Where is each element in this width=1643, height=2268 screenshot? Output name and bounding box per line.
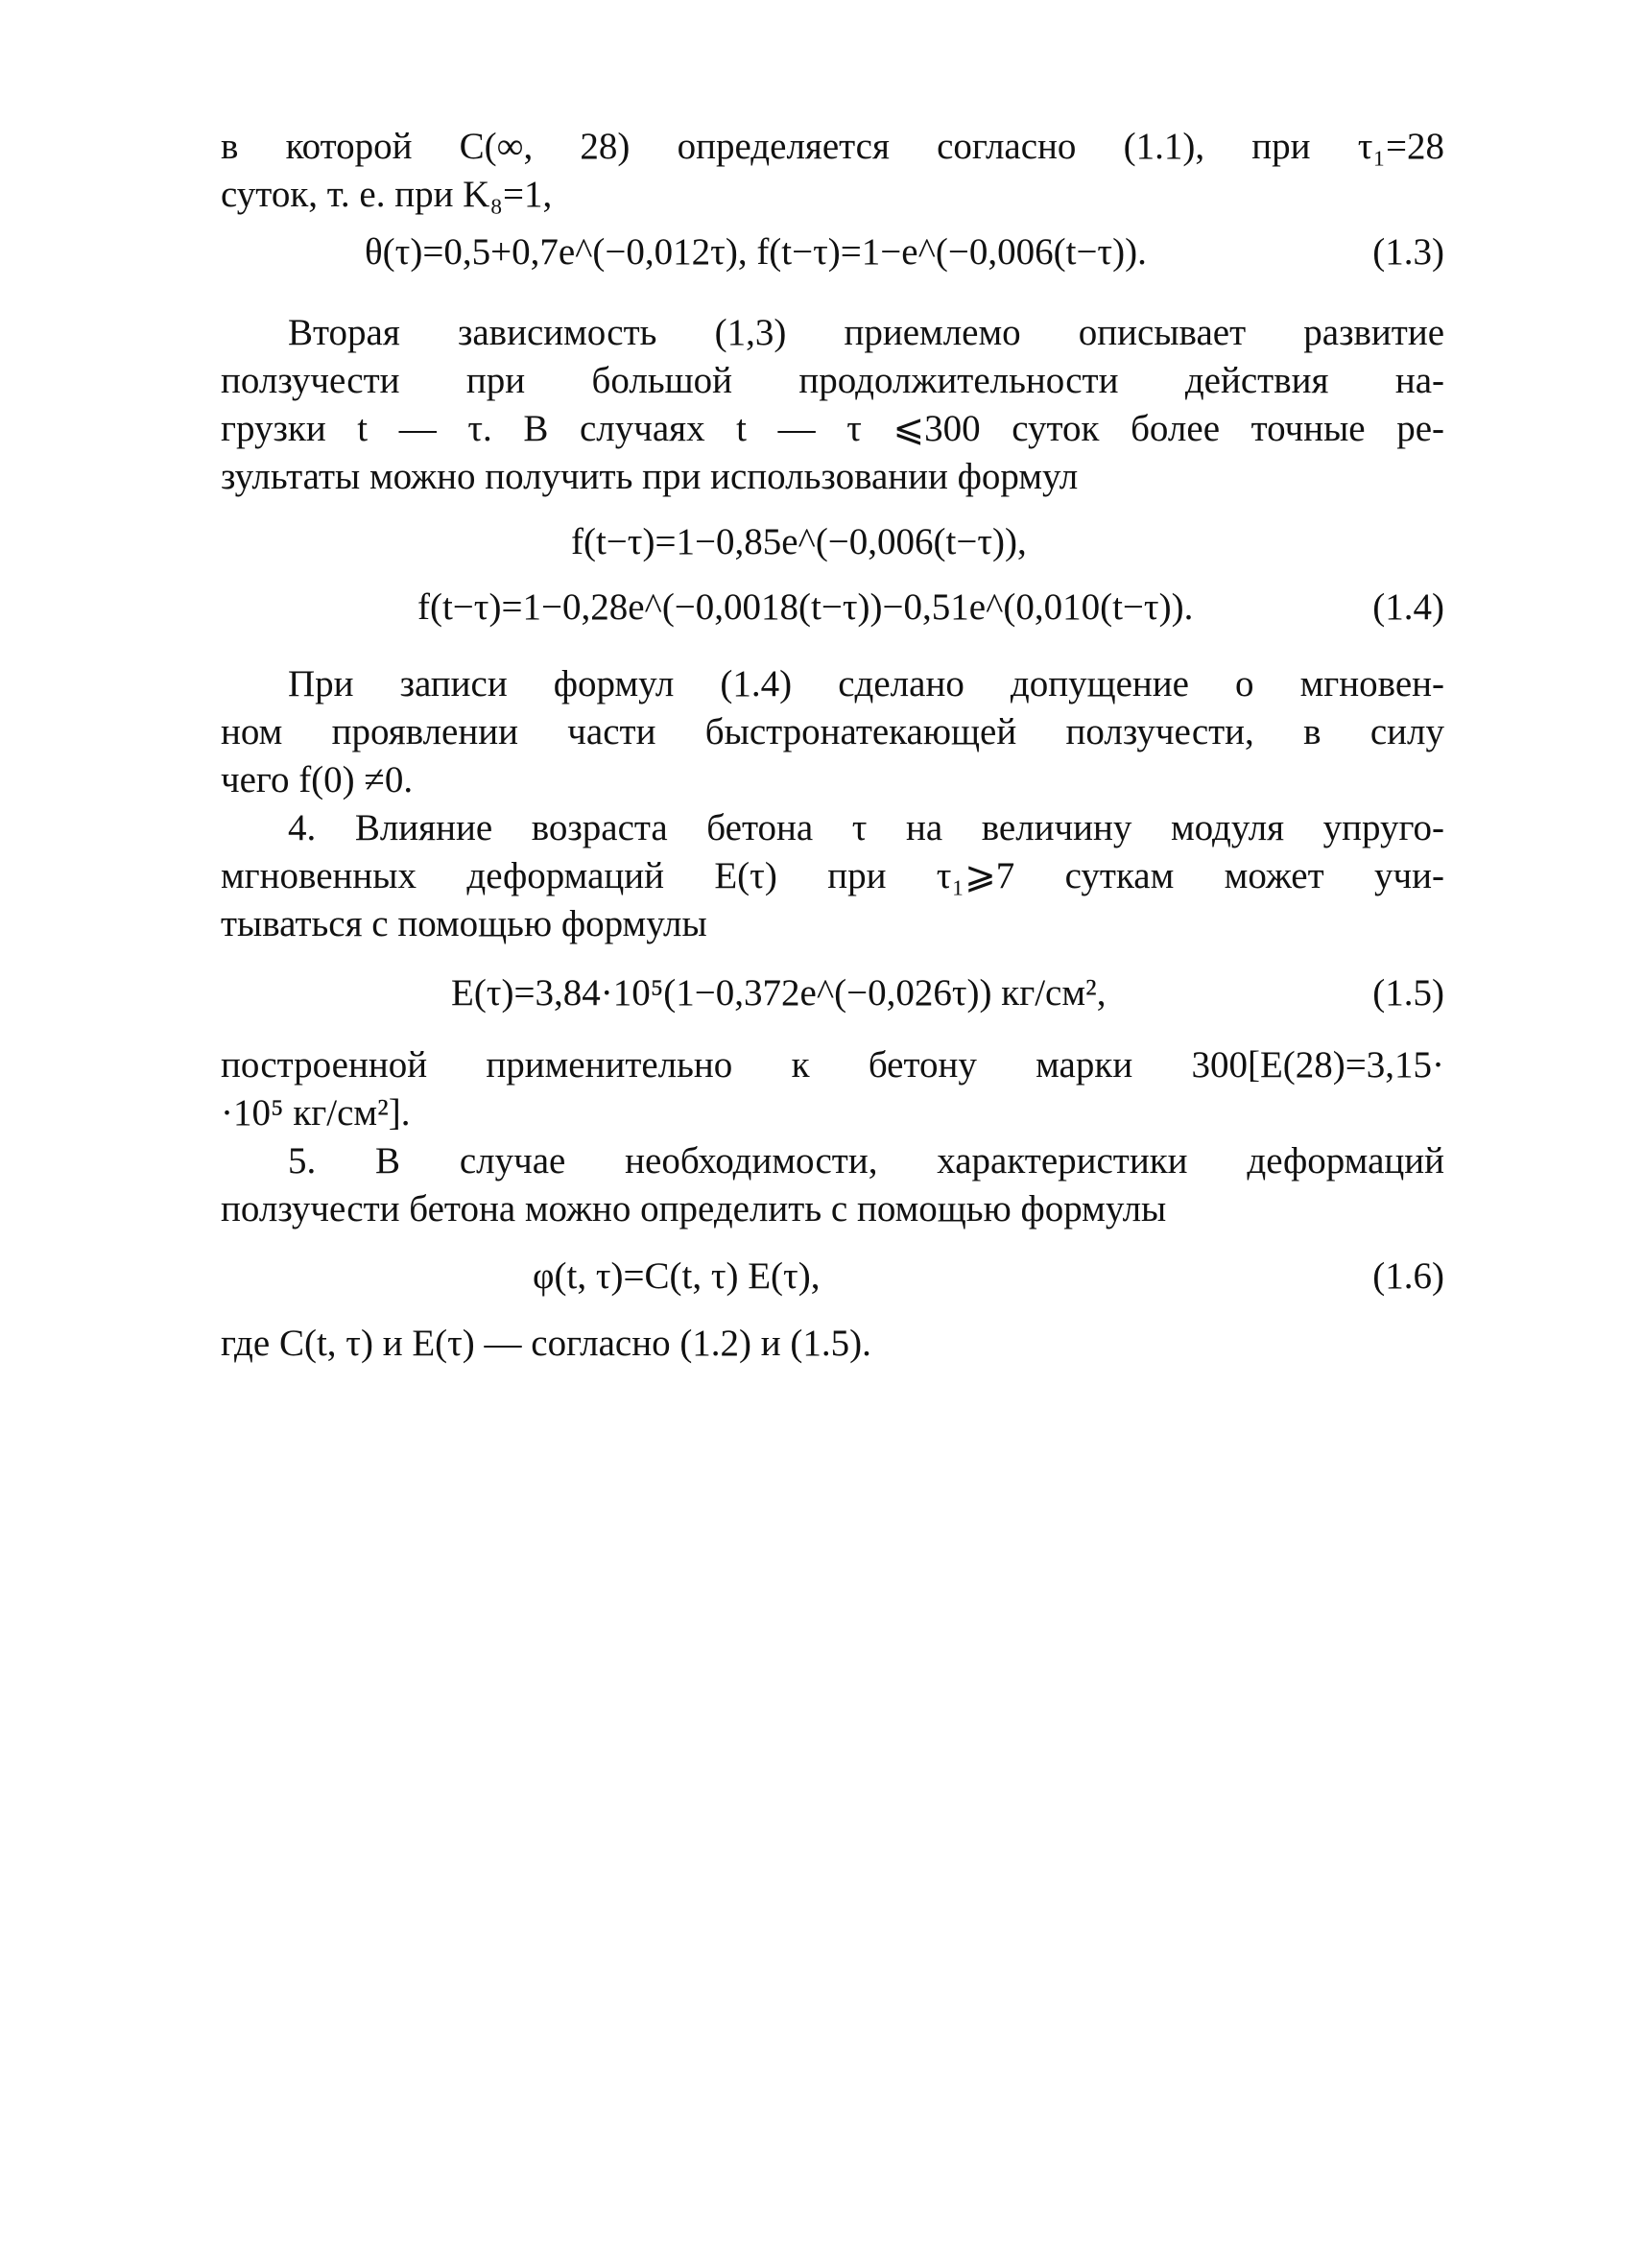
- equation-number: (1.4): [1372, 586, 1444, 628]
- text-line: ползучести бетона можно определить с помощью формулы: [221, 1188, 1167, 1229]
- equation-1-4a: f(t−τ)=1−0,85e^(−0,006(t−τ)),: [571, 521, 1027, 562]
- text-line: При записи формул (1.4) сделано допущение о мгновен-: [288, 663, 1444, 704]
- equation-1-4b: f(t−τ)=1−0,28e^(−0,0018(t−τ))−0,51e^(0,010(t−τ)).: [417, 586, 1194, 628]
- equation-1-6: φ(t, τ)=C(t, τ) E(τ),: [533, 1255, 821, 1297]
- text-line: 5. В случае необходимости, характеристики деформаций: [288, 1140, 1444, 1182]
- text-line: мгновенных деформаций E(τ) при τ₁⩾7 суткам может учи-: [221, 855, 1444, 896]
- text-line: ·10⁵ кг/см²].: [221, 1092, 411, 1134]
- text-line: Вторая зависимость (1,3) приемлемо описывает развитие: [288, 312, 1444, 353]
- equation-1-5: E(τ)=3,84·10⁵(1−0,372e^(−0,026τ)) кг/см²,: [451, 972, 1107, 1014]
- text-line: построенной применительно к бетону марки 300[E(28)=3,15·: [221, 1044, 1444, 1086]
- equation-1-3: θ(τ)=0,5+0,7e^(−0,012τ), f(t−τ)=1−e^(−0,006(t−τ)).: [365, 231, 1147, 273]
- text-line: ном проявлении части быстронатекающей ползучести, в силу: [221, 711, 1444, 752]
- text-line: 4. Влияние возраста бетона τ на величину модуля упруго-: [288, 807, 1444, 848]
- text-line: тываться с помощью формулы: [221, 903, 707, 944]
- text-line: зультаты можно получить при использовании формул: [221, 456, 1079, 497]
- text-line: ползучести при большой продолжительности действия на-: [221, 360, 1444, 401]
- text-line: суток, т. е. при K₈=1,: [221, 174, 553, 215]
- equation-number: (1.3): [1372, 231, 1444, 273]
- text-line: где C(t, τ) и E(τ) — согласно (1.2) и (1.5).: [221, 1323, 871, 1364]
- text-line: в которой C(∞, 28) определяется согласно (1.1), при τ₁=28: [221, 126, 1444, 167]
- text-line: чего f(0) ≠0.: [221, 759, 414, 800]
- text-line: грузки t — τ. В случаях t — τ ⩽300 суток более точные ре-: [221, 408, 1444, 449]
- equation-number: (1.5): [1372, 972, 1444, 1014]
- equation-number: (1.6): [1372, 1255, 1444, 1297]
